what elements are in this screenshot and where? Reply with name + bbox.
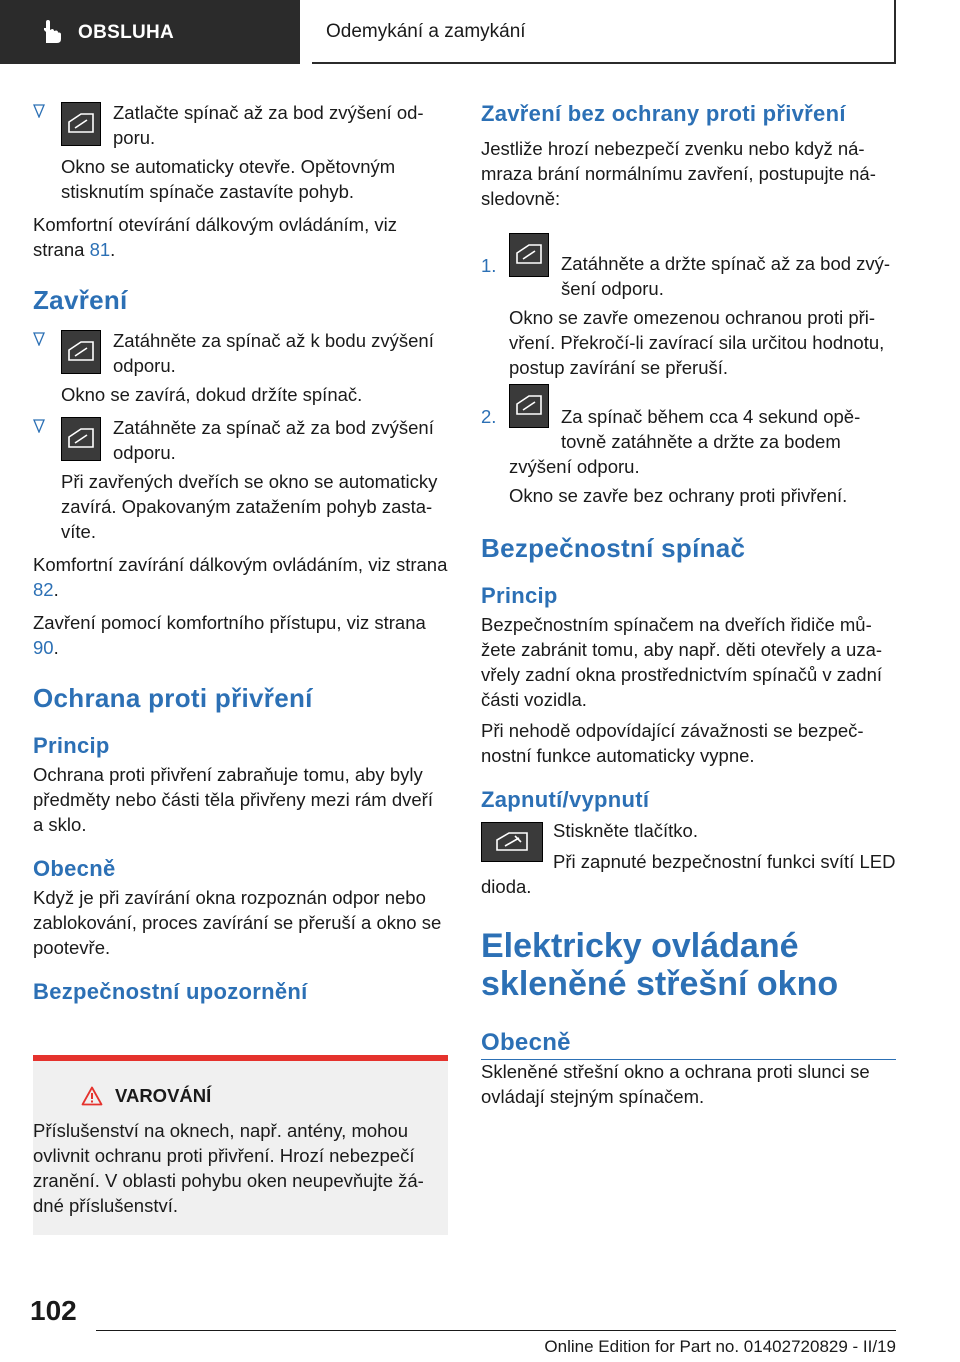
safety-switch-heading: Bezpečnostní spínač <box>481 533 746 563</box>
safety-principle-text-1: Bezpečnostním spínačem na dveřích řidiče mů‐žete zabránit tomu, aby např. děti otevřely a uza‐vřely zadní okna prostřednictvím spínačů v zadní části vozidla. <box>481 614 883 710</box>
left-column <box>33 100 448 1006</box>
right-column <box>481 100 896 1109</box>
no-pinch-close-heading: Zavření bez ochrany proti přivření <box>481 101 846 126</box>
on-off-text-2: Při zapnuté bezpečnostní funkci svítí LED dioda. <box>481 851 896 897</box>
numbered-step-2 <box>481 388 896 479</box>
header-chapter-label: Odemykání a zamykání <box>326 20 526 42</box>
principle-heading: Princip <box>481 583 558 608</box>
hand-pointer-icon <box>38 19 64 45</box>
window-switch-icon <box>509 233 549 277</box>
remote-open-ref: Komfortní otevírání dálkovým ovládáním, viz strana 81. <box>33 214 397 260</box>
step-number: 1. <box>481 255 497 276</box>
comfort-close-ref: Zavření pomocí komfortního přístupu, viz strana 90. <box>33 612 426 658</box>
on-off-heading: Zapnutí/vypnutí <box>481 787 650 812</box>
safety-principle-text-2: Při nehodě odpovídající závažnosti se bezpeč‐nostní funkce automaticky vypne. <box>481 720 864 766</box>
page-link-90[interactable]: 90 <box>33 637 54 658</box>
sunroof-general-text: Skleněné střešní okno a ochrana proti slunci se ovládají stejným spínačem. <box>481 1061 870 1107</box>
no-pinch-intro: Jestliže hrozí nebezpečí zvenku nebo když ná‐mraza brání normálnímu zavření, postupujte ná‐sledovně: <box>481 138 876 209</box>
pinch-protection-heading: Ochrana proti přivření <box>33 683 313 713</box>
warning-title <box>33 1083 436 1108</box>
header-section-label: OBSLUHA <box>78 21 175 43</box>
numbered-step-1-result: Okno se zavře omezenou ochranou proti při‐vření. Překročí-li zavírací sila určitou hodnotu, postup zavírání se přeruší. <box>509 307 885 378</box>
step-triangle-icon <box>33 332 45 346</box>
page-link-81[interactable]: 81 <box>89 239 111 260</box>
warning-text: Příslušenství na oknech, např. antény, mohou ovlivnit ochranu proti přivření. Hrozí nebezpečí zranění. V oblasti pohybu oken neupevňujte žá‐dné příslušenství. <box>33 1120 424 1216</box>
step-open-text: Zatlačte spínač až za bod zvýšení od‐poru. <box>113 102 424 148</box>
page-link-82[interactable]: 82 <box>33 579 54 600</box>
warning-triangle-icon <box>81 1086 103 1106</box>
step-number: 2. <box>481 406 497 427</box>
warning-box <box>33 1055 448 1235</box>
step-close-2-result: Při zavřených dveřích se okno se automaticky zavírá. Opakovaným zatažením pohyb zasta‐víte. <box>61 471 438 542</box>
step-open <box>33 100 448 150</box>
footer-rule <box>96 1330 896 1331</box>
step-close-1 <box>33 328 448 378</box>
header-section-tab <box>0 0 300 64</box>
on-off-block <box>481 818 896 899</box>
step-close-1-result: Okno se zavírá, dokud držíte spínač. <box>61 384 363 405</box>
window-switch-icon <box>61 330 101 374</box>
on-off-text-1: Stiskněte tlačítko. <box>553 820 698 841</box>
warning-title-label: VAROVÁNÍ <box>115 1085 212 1106</box>
step-close-2 <box>33 415 448 465</box>
sunroof-general-heading: Obecně <box>481 1029 571 1056</box>
step-triangle-icon <box>33 104 45 118</box>
principle-text: Ochrana proti přivření zabraňuje tomu, aby byly předměty nebo části těla přivřeny mezi rám dveří a sklo. <box>33 764 433 835</box>
window-switch-icon <box>61 102 101 146</box>
heading-rule <box>481 1059 896 1060</box>
header-chapter <box>312 0 896 64</box>
sunroof-heading: Elektricky ovládané skleněné střešní okno <box>481 927 839 1003</box>
footer-edition: Online Edition for Part no. 01402720829 - II/19 <box>544 1337 896 1356</box>
step-open-result: Okno se automaticky otevře. Opětovným stisknutím spínače zastavíte pohyb. <box>61 156 396 202</box>
general-text: Když je při zavírání okna rozpoznán odpor nebo zablokování, proces zavírání se přeruší a okno se pootevře. <box>33 887 442 958</box>
general-heading: Obecně <box>33 856 116 881</box>
safety-notice-heading: Bezpečnostní upozornění <box>33 979 308 1004</box>
step-close-2-text: Zatáhněte za spínač až za bod zvýšení odporu. <box>113 417 434 463</box>
step-close-1-text: Zatáhněte za spínač až k bodu zvýšení odporu. <box>113 330 434 376</box>
page-number: 102 <box>30 1295 77 1326</box>
numbered-step-2-text: Za spínač během cca 4 sekund opě‐tovně zatáhněte a držte za bodem zvýšení odporu. <box>509 406 861 477</box>
principle-heading: Princip <box>33 733 110 758</box>
closing-heading: Zavření <box>33 285 128 315</box>
window-switch-icon <box>61 417 101 461</box>
remote-close-ref: Komfortní zavírání dálkovým ovládáním, viz strana 82. <box>33 554 448 600</box>
numbered-step-1-text: Zatáhněte a držte spínač až za bod zvý‐šení odporu. <box>561 253 891 299</box>
window-switch-icon <box>509 384 549 428</box>
numbered-step-2-result: Okno se zavře bez ochrany proti přivření. <box>509 485 848 506</box>
step-triangle-icon <box>33 419 45 433</box>
numbered-step-1 <box>481 233 896 301</box>
child-lock-button-icon <box>481 822 543 862</box>
